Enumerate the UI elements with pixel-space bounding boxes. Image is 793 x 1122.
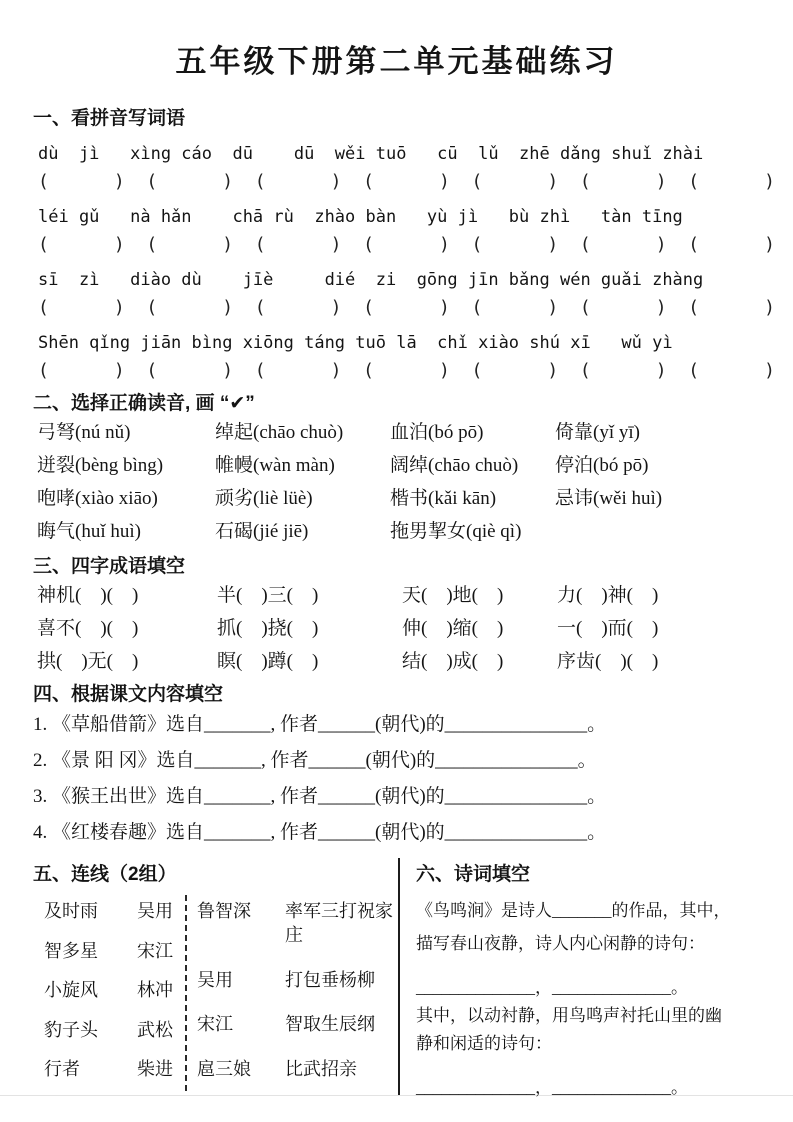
match-deed: 比武招亲 — [285, 1058, 357, 1079]
pronunciation-row — [37, 482, 793, 515]
pronunciation-item: 倚靠(yǐ yī) — [555, 422, 640, 443]
idiom-blank-item: 结( )成( ) — [402, 651, 504, 672]
fill-blank-line: 1. 《草船借箭》选自_______, 作者______(朝代)的_______________。 — [33, 714, 607, 735]
fill-blank-line: 4. 《红楼春趣》选自_______, 作者______(朝代)的_______________。 — [33, 822, 607, 843]
poem-line: 静和闲适的诗句： — [416, 1034, 552, 1053]
section-6-heading: 六、诗词填空 — [416, 864, 531, 885]
poem-line: 描写春山夜静，诗人内心闲静的诗句： — [416, 934, 705, 953]
pronunciation-item: 忌讳(wěi huì) — [555, 488, 663, 509]
pronunciation-row — [37, 416, 793, 449]
idiom-blank-item: 一( )而( ) — [557, 618, 659, 639]
poem-blank-line: ______________，______________。 — [416, 1078, 688, 1097]
pronunciation-item: 石碣(jié jiē) — [215, 521, 309, 542]
idiom-blank-item: 抓( )挠( ) — [217, 618, 319, 639]
idiom-row — [37, 645, 793, 678]
matching-group-2 — [187, 895, 398, 1091]
pinyin-line: léi gǔ nà hǎn chā rù zhào bàn yù jì bù zhì tàn tīng — [38, 207, 683, 227]
match-nickname: 小旋风 — [44, 980, 98, 1000]
pronunciation-item — [555, 515, 793, 548]
pronunciation-item: 迸裂(bèng bìng) — [37, 455, 164, 476]
pinyin-line: dù jì xìng cáo dū dū wěi tuō cū lǔ zhē dǎng shuǐ zhài — [38, 144, 704, 164]
match-row — [197, 968, 394, 992]
idiom-blank-item: 神机( )( ) — [37, 585, 139, 606]
answer-brackets: ( ) ( ) ( ) ( ) ( ) ( ) ( ) — [38, 171, 775, 192]
section-1-heading: 一、看拼音写词语 — [33, 108, 186, 129]
pronunciation-item: 停泊(bó pō) — [555, 455, 649, 476]
match-nickname: 行者 — [44, 1059, 80, 1079]
idiom-blank-item: 半( )三( ) — [217, 585, 319, 606]
pronunciation-row — [37, 515, 793, 548]
pinyin-line: sī zì diào dù jīè dié zi gōng jīn bǎng wén guǎi zhàng — [38, 270, 704, 290]
answer-brackets: ( ) ( ) ( ) ( ) ( ) ( ) ( ) — [38, 297, 775, 318]
match-nickname: 智多星 — [44, 940, 98, 961]
answer-brackets: ( ) ( ) ( ) ( ) ( ) ( ) ( ) — [38, 360, 775, 381]
poem-line: 其中，以动衬静，用鸟鸣声衬托山里的幽 — [416, 1006, 722, 1025]
pronunciation-item: 楷书(kǎi kān) — [390, 488, 497, 509]
pinyin-line: Shēn qǐng jiān bìng xiōng táng tuō lā chǐ xiào shú xī wǔ yì — [38, 333, 673, 353]
pronunciation-item: 帷幔(wàn màn) — [215, 455, 335, 476]
answer-brackets: ( ) ( ) ( ) ( ) ( ) ( ) ( ) — [38, 234, 775, 255]
match-name: 柴进 — [137, 1059, 173, 1079]
pronunciation-item: 弓弩(nú nǔ) — [37, 422, 131, 443]
match-row — [197, 899, 394, 947]
match-row — [44, 899, 173, 923]
pronunciation-item: 咆哮(xiào xiāo) — [37, 488, 158, 509]
match-name: 武松 — [137, 1019, 173, 1040]
match-row — [197, 1012, 394, 1036]
pronunciation-item: 拖男挈女(qiè qì) — [390, 521, 522, 542]
idiom-row — [37, 579, 793, 612]
fill-blank-line: 3. 《猴王出世》选自_______, 作者______(朝代)的_______________。 — [33, 786, 607, 807]
pronunciation-item: 阔绰(chāo chuò) — [390, 455, 519, 476]
section-2-heading: 二、选择正确读音, 画 “✔” — [33, 393, 255, 414]
idiom-blank-item: 瞑( )蹲( ) — [217, 651, 319, 672]
idiom-blank-item: 力( )神( ) — [557, 585, 659, 606]
idiom-blank-item: 天( )地( ) — [402, 585, 504, 606]
pronunciation-item: 血泊(bó pō) — [390, 422, 484, 443]
match-row — [44, 1018, 173, 1042]
matching-group-1 — [0, 895, 187, 1091]
match-name: 林冲 — [137, 980, 173, 1000]
poem-line: 《鸟鸣涧》是诗人_______的作品，其中， — [416, 901, 731, 920]
idiom-row — [37, 612, 793, 645]
match-name: 鲁智深 — [197, 901, 251, 921]
idiom-blank-item: 拱( )无( ) — [37, 651, 139, 672]
match-deed: 智取生辰纲 — [285, 1014, 375, 1035]
pinyin-section — [38, 143, 793, 383]
idiom-blank-item: 伸( )缩( ) — [402, 618, 504, 639]
section-5-matching — [0, 858, 400, 1095]
pronunciation-item: 顽劣(liè lüè) — [215, 488, 313, 509]
match-row — [44, 978, 173, 1002]
match-row — [197, 1057, 394, 1081]
bottom-two-column-area — [0, 858, 793, 1096]
poem-blank-line: ______________，______________。 — [416, 978, 688, 997]
section-3-heading: 三、四字成语填空 — [33, 556, 186, 577]
match-nickname: 豹子头 — [44, 1019, 98, 1040]
match-row — [44, 1057, 173, 1081]
match-name: 宋江 — [137, 940, 173, 961]
matching-groups — [0, 895, 398, 1091]
match-name: 宋江 — [197, 1014, 233, 1035]
match-name: 扈三娘 — [197, 1058, 251, 1079]
match-nickname: 及时雨 — [44, 901, 98, 921]
section-6-poem — [400, 858, 793, 1095]
idiom-blank-item: 喜不( )( ) — [37, 618, 139, 639]
pronunciation-item: 晦气(huǐ huì) — [37, 521, 141, 542]
pronunciation-item: 绰起(chāo chuò) — [215, 422, 344, 443]
section-5-heading: 五、连线（2组） — [33, 864, 177, 885]
pronunciation-row — [37, 449, 793, 482]
idiom-blank-item: 序齿( )( ) — [557, 651, 659, 672]
match-name: 吴用 — [137, 901, 173, 921]
section-4-heading: 四、根据课文内容填空 — [33, 684, 224, 705]
fill-blank-line: 2. 《景 阳 冈》选自_______, 作者______(朝代)的_______________。 — [33, 750, 597, 771]
match-name: 吴用 — [197, 969, 233, 990]
match-deed: 率军三打祝家庄 — [285, 901, 393, 945]
match-row — [44, 939, 173, 963]
page-title: 五年级下册第二单元基础练习 — [175, 44, 618, 79]
match-deed: 打包垂杨柳 — [285, 969, 375, 990]
